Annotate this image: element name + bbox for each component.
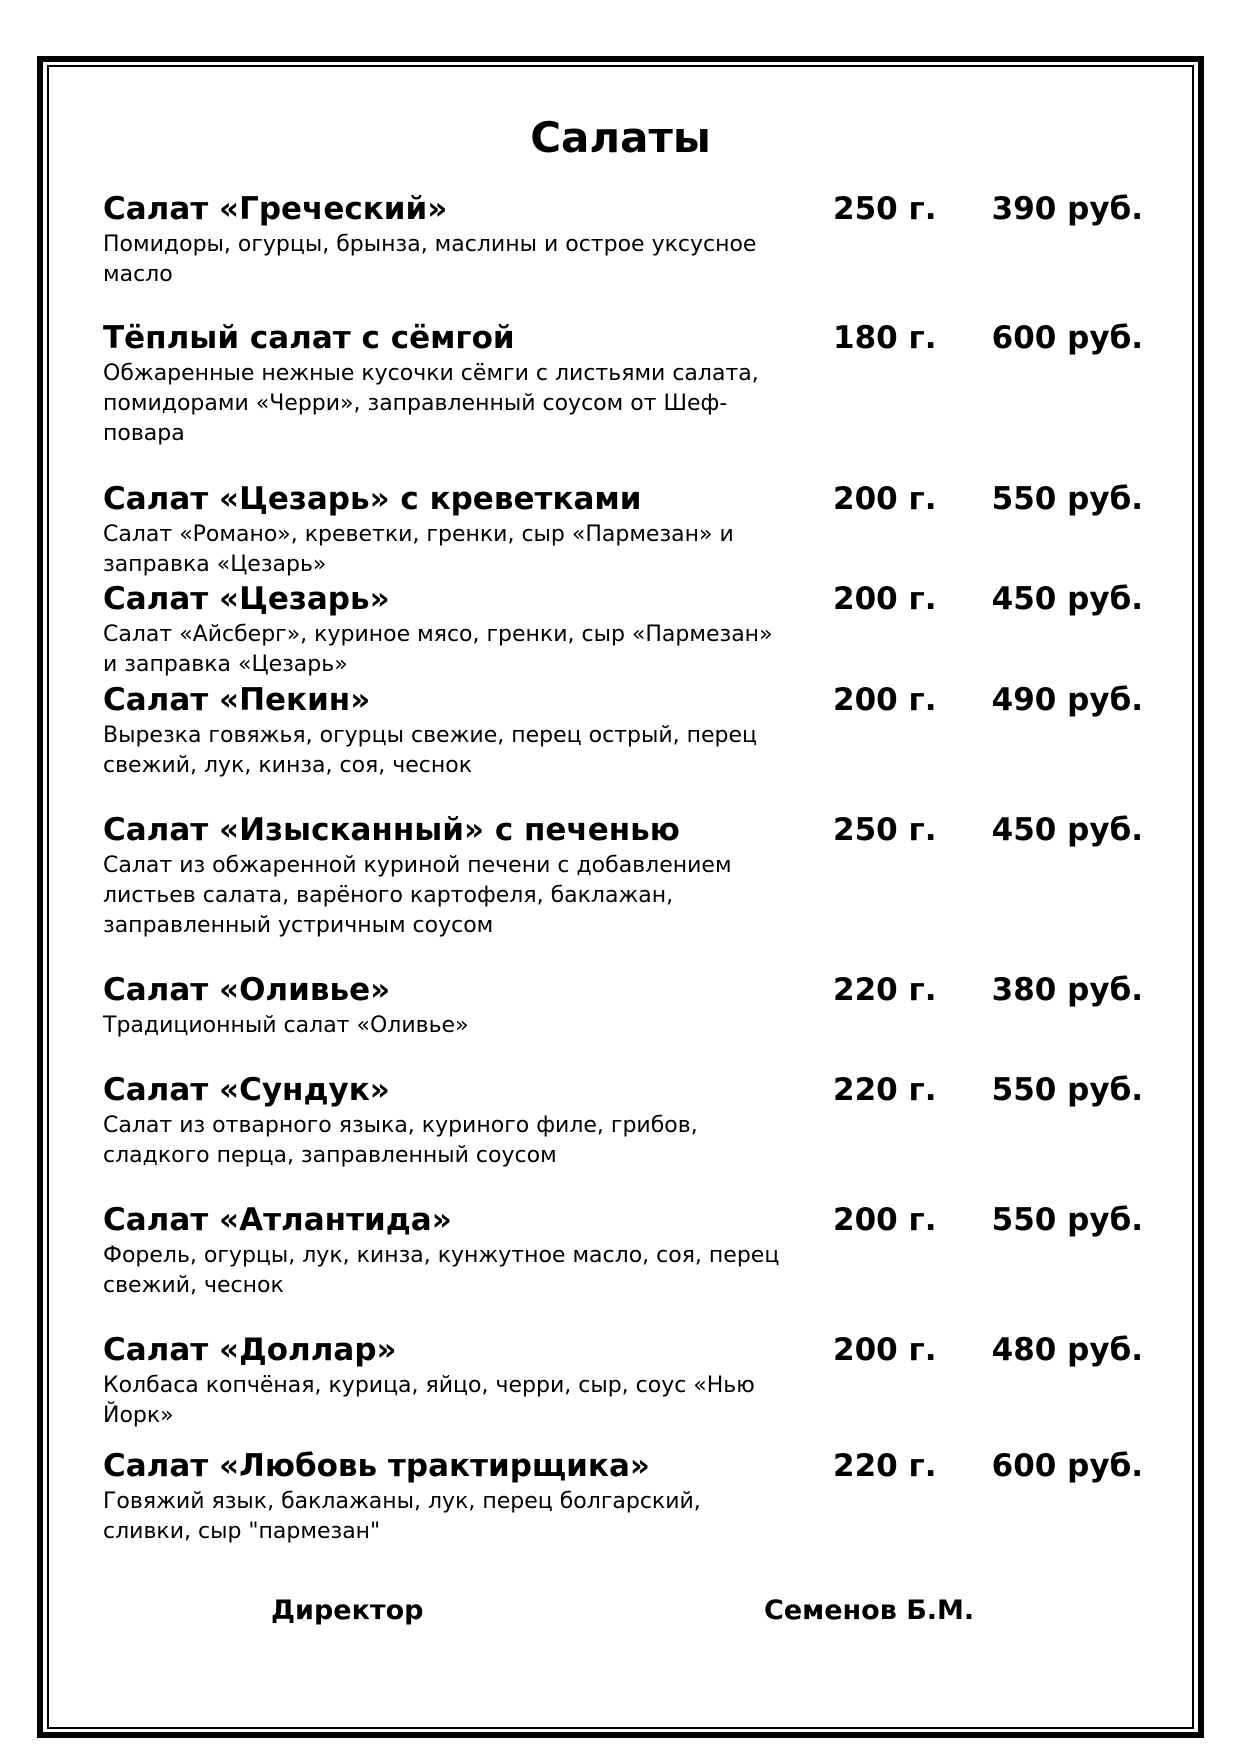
item-price: 550 руб. <box>991 1072 1143 1108</box>
item-description: Колбаса копчёная, курица, яйцо, черри, сыр, соус «Нью Йорк» <box>103 1373 755 1428</box>
item-name: Салат «Пекин» <box>103 682 371 718</box>
item-name: Салат «Доллар» <box>103 1332 397 1368</box>
item-weight: 250 г. <box>833 191 937 227</box>
item-weight: 200 г. <box>833 682 937 718</box>
item-name: Салат «Атлантида» <box>103 1202 452 1238</box>
item-description: Помидоры, огурцы, брынза, маслины и острое уксусное масло <box>103 232 757 287</box>
item-description: Салат из обжаренной куриной печени с добавлением листьев салата, варёного картофеля, баклажан, заправленный устричным соусом <box>103 853 732 938</box>
item-description: Вырезка говяжья, огурцы свежие, перец острый, перец свежий, лук, кинза, соя, чеснок <box>103 723 757 778</box>
item-price: 490 руб. <box>991 682 1143 718</box>
item-price: 380 руб. <box>991 972 1143 1008</box>
item-price: 450 руб. <box>991 812 1143 848</box>
item-weight: 200 г. <box>833 1332 937 1368</box>
item-description: Салат из отварного языка, куриного филе, грибов, сладкого перца, заправленный соусом <box>103 1113 698 1168</box>
item-price: 390 руб. <box>991 191 1143 227</box>
item-name: Салат «Цезарь» с креветками <box>103 481 642 517</box>
item-weight: 200 г. <box>833 481 937 517</box>
item-price: 550 руб. <box>991 1202 1143 1238</box>
item-description: Форель, огурцы, лук, кинза, кунжутное масло, соя, перец свежий, чеснок <box>103 1243 780 1298</box>
item-description: Традиционный салат «Оливье» <box>103 1013 469 1038</box>
item-weight: 220 г. <box>833 1072 937 1108</box>
item-weight: 220 г. <box>833 1448 937 1484</box>
item-weight: 200 г. <box>833 1202 937 1238</box>
page-title: Салаты <box>530 113 711 162</box>
item-description: Салат «Айсберг», куриное мясо, гренки, сыр «Пармезан» и заправка «Цезарь» <box>103 622 773 677</box>
item-weight: 250 г. <box>833 812 937 848</box>
item-description: Говяжий язык, баклажаны, лук, перец болгарский, сливки, сыр "пармезан" <box>103 1489 701 1544</box>
item-description: Салат «Романо», креветки, гренки, сыр «Пармезан» и заправка «Цезарь» <box>103 522 734 577</box>
item-price: 450 руб. <box>991 581 1143 617</box>
item-price: 600 руб. <box>991 320 1143 356</box>
item-name: Салат «Цезарь» <box>103 581 390 617</box>
director-label: Директор <box>271 1595 424 1626</box>
item-price: 550 руб. <box>991 481 1143 517</box>
item-name: Тёплый салат с сёмгой <box>103 320 515 356</box>
item-weight: 180 г. <box>833 320 937 356</box>
item-weight: 220 г. <box>833 972 937 1008</box>
item-weight: 200 г. <box>833 581 937 617</box>
item-price: 480 руб. <box>991 1332 1143 1368</box>
item-name: Салат «Сундук» <box>103 1072 390 1108</box>
item-name: Салат «Греческий» <box>103 191 448 227</box>
item-price: 600 руб. <box>991 1448 1143 1484</box>
item-name: Салат «Изысканный» с печенью <box>103 812 680 848</box>
item-name: Салат «Любовь трактирщика» <box>103 1448 650 1484</box>
director-name: Семенов Б.М. <box>764 1595 975 1626</box>
item-name: Салат «Оливье» <box>103 972 391 1008</box>
item-description: Обжаренные нежные кусочки сёмги с листьями салата, помидорами «Черри», заправленный соусом от Шеф-повара <box>103 361 759 446</box>
